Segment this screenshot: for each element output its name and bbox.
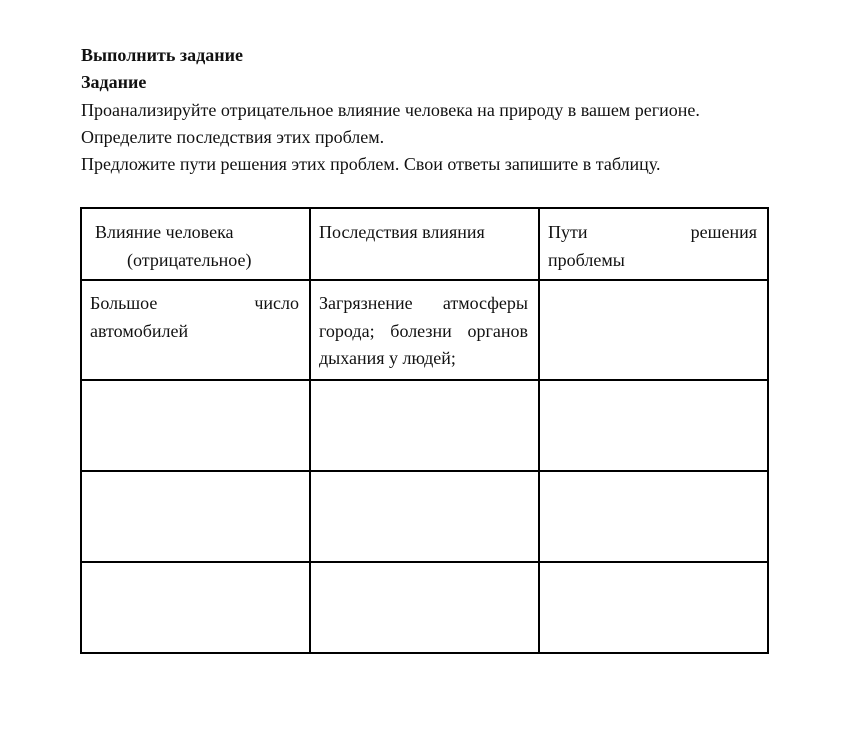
answer-table [80,207,769,654]
table-row [81,562,768,653]
table-row [81,471,768,562]
row1-consequences-text: Загрязнение атмосферы города; болезни органов дыхания у людей; [319,293,528,368]
empty-cell[interactable] [310,380,539,471]
header-consequences-text: Последствия влияния [319,222,485,242]
empty-cell[interactable] [81,380,310,471]
row1-impact-word1: Большое [90,293,158,313]
header-cell-impact [81,208,310,280]
header-solutions-word1: Пути [548,222,588,242]
row1-impact-line2: автомобилей [90,320,189,341]
instruction-line-2: Определите последствия этих проблем. [81,126,385,147]
empty-cell[interactable] [310,562,539,653]
table-row [81,380,768,471]
empty-cell[interactable] [539,380,768,471]
document-text [81,42,781,178]
table-header-row [81,208,768,280]
task-subtitle: Задание [81,72,147,93]
empty-cell[interactable] [81,471,310,562]
header-cell-consequences [310,208,539,280]
row1-impact-word2: число [254,293,299,313]
instruction-line-1: Проанализируйте отрицательное влияние человека на природу в вашем регионе. [81,99,700,120]
page-title: Выполнить задание [81,45,243,65]
header-solutions-word2: решения [690,222,757,242]
empty-cell[interactable] [539,471,768,562]
table-row [81,280,768,380]
empty-cell[interactable] [539,562,768,653]
row1-consequences-cell[interactable] [310,280,539,380]
row1-solutions-cell[interactable] [539,280,768,380]
empty-cell[interactable] [310,471,539,562]
header-cell-solutions [539,208,768,280]
header-impact-line1: Влияние человека [95,222,234,242]
instruction-line-3: Предложите пути решения этих проблем. Свои ответы запишите в таблицу. [81,154,661,175]
empty-cell[interactable] [81,562,310,653]
row1-impact-cell[interactable] [81,280,310,380]
header-solutions-line2: проблемы [548,249,625,270]
header-impact-line2: (отрицательное) [127,249,252,270]
